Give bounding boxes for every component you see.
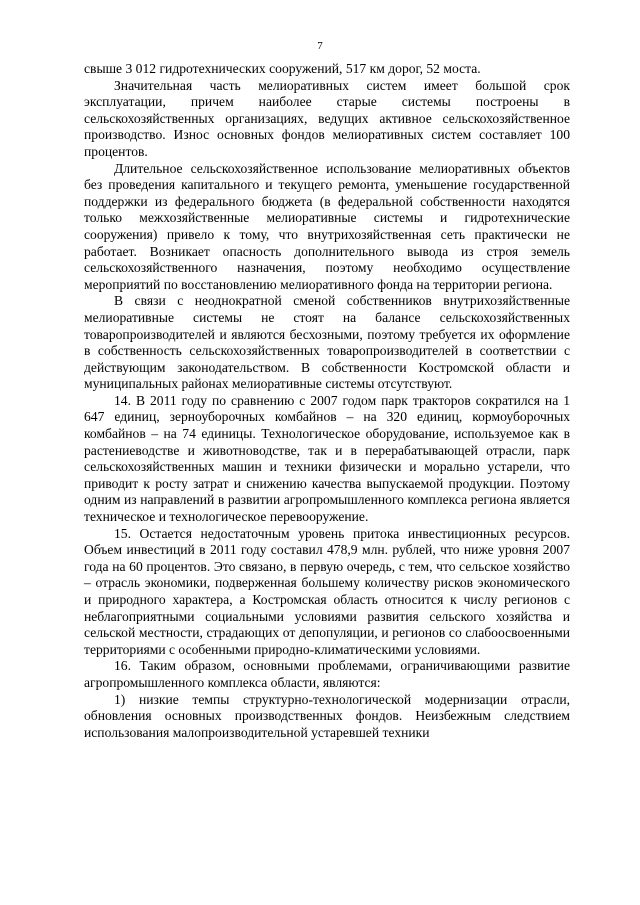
page-number: 7 [317,40,323,52]
paragraph: 15. Остается недостаточным уровень притока инвестиционных ресурсов. Объем инвестиций в 2011 году составил 478,9 млн. рублей, что ниже уровня 2007 года на 60 процентов. Это связано, в первую очередь, с тем, что сельское хозяйство – отрасль экономики, подверженная большему количеству рисков экономического и природного характера, а Костромская область относится к числу регионов с неблагоприятными социальными условиями развития сельского хозяйства и сельской местности, страдающих от депопуляции, и регионов со слабоосвоенными территориями с особенными природно-климатическими условиями. [84,525,570,657]
paragraph: 16. Таким образом, основными проблемами, ограничивающими развитие агропромышленного комплекса области, являются: [84,658,570,690]
document-body [84,61,570,741]
paragraph: свыше 3 012 гидротехнических сооружений, 517 км дорог, 52 моста. [84,61,481,76]
paragraph: 1) низкие темпы структурно-технологической модернизации отрасли, обновления основных производственных фондов. Неизбежным следствием использования малопроизводительной устаревшей техники [84,691,570,740]
paragraph: Значительная часть мелиоративных систем имеет большой срок эксплуатации, причем наиболее старые системы построены в сельскохозяйственных организациях, ведущих активное сельскохозяйственное производство. Износ основных фондов мелиоративных систем составляет 100 процентов. [84,77,570,159]
paragraph: В связи с неоднократной сменой собственников внутрихозяйственные мелиоративные системы не стоят на балансе сельскохозяйственных товаропроизводителей и являются бесхозными, поэтому требуется их оформление в собственность сельскохозяйственных товаропроизводителей в соответствии с действующим законодательством. В собственности Костромской области и муниципальных районах мелиоративные системы отсутствуют. [84,293,570,392]
paragraph: Длительное сельскохозяйственное использование мелиоративных объектов без проведения капитального и текущего ремонта, уменьшение государственной поддержки из федерального бюджета (в федеральной собственности находятся только межхозяйственные мелиоративные системы и гидротехнические сооружения) привело к тому, что внутрихозяйственная сеть практически не работает. Возникает опасность дополнительного вывода из строя земель сельскохозяйственного назначения, поэтому необходимо осуществление мероприятий по восстановлению мелиоративного фонда на территории региона. [84,160,570,292]
paragraph: 14. В 2011 году по сравнению с 2007 годом парк тракторов сократился на 1 647 единиц, зерноуборочных комбайнов – на 320 единиц, кормоуборочных комбайнов – на 74 единицы. Технологическое оборудование, используемое как в растениеводстве и животноводстве, так и в перерабатывающей отрасли, парк сельскохозяйственных машин и техники физически и морально устарели, что приводит к росту затрат и снижению качества выпускаемой продукции. Поэтому одним из направлений в развитии агропромышленного комплекса региона является техническое и технологическое перевооружение. [84,392,570,525]
